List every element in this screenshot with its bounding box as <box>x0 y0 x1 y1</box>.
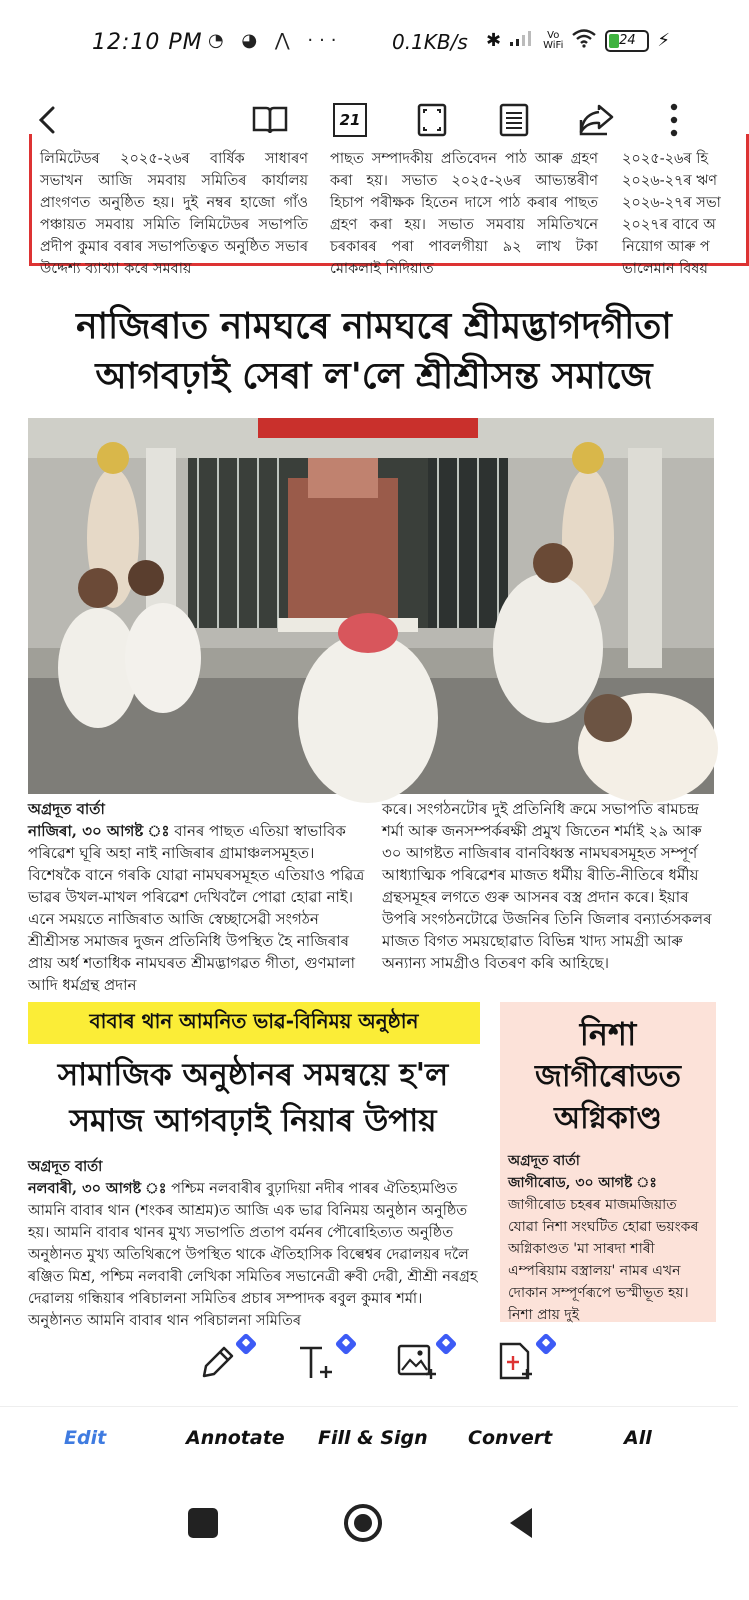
kicker-banner: বাবাৰ থান আমনিত ভাৱ-বিনিময় অনুষ্ঠান <box>28 1002 480 1044</box>
home-dot <box>354 1514 372 1532</box>
add-image-tool-button[interactable] <box>396 1340 452 1392</box>
headline-2-line-1: সামাজিক অনুষ্ঠানৰ সমন্বয়ে হ'ল <box>57 1057 449 1093</box>
status-right-icons <box>486 28 670 53</box>
pdf-page-viewport[interactable] <box>0 151 738 1340</box>
edit-text-tool-button[interactable] <box>196 1340 252 1392</box>
system-navigation-bar <box>0 1478 738 1600</box>
add-image-icon <box>396 1340 436 1384</box>
premium-gem-icon <box>235 1333 258 1356</box>
status-time: 12:10 PM <box>92 30 203 55</box>
article-photo <box>28 418 714 794</box>
page-number: 21 <box>339 111 361 129</box>
side-headline-3: অগ্নিকাণ্ড <box>554 1101 662 1136</box>
side-dateline: জাগীৰোড, ৩০ আগষ্ট ঃ <box>508 1175 657 1191</box>
top-article-col-1: লিমিটেডৰ ২০২৫-২৬ৰ বাৰ্ষিক সাধাৰণ সভাখন আজি সমবায় সমিতিৰ কাৰ্যালয় প্ৰাংগণত অনুষ্ঠিত হয়। দুই নম্বৰ হাজো গাঁও পঞ্চায়ত সমবায় সমিতি লিমিটেডৰ সভাপতি প্ৰদীপ কুমাৰ বৰাৰ সভাপতিত্বত অনুষ্ঠিত সভাৰ উদ্দেশ্য ব্যাখ্যা কৰে সমবায় <box>40 151 308 277</box>
premium-gem-icon <box>435 1333 458 1356</box>
page-number-icon <box>333 103 367 137</box>
side-headline-2: জাগীৰোডত <box>534 1059 682 1094</box>
fullscreen-icon <box>416 102 448 138</box>
headline-1-line-2: আগবঢ়াই সেৰা ল'লে শ্ৰীশ্ৰীসন্ত সমাজে <box>95 356 653 397</box>
tab-annotate[interactable]: Annotate <box>186 1427 285 1449</box>
wifi-icon <box>571 28 597 53</box>
book-icon <box>251 104 289 136</box>
side-source: অগ্ৰদূত বাৰ্তা <box>508 1153 580 1169</box>
back-nav-icon[interactable] <box>506 1506 536 1540</box>
premium-gem-icon <box>535 1333 558 1356</box>
pdf-edit-icon <box>496 1340 536 1384</box>
tab-edit[interactable]: Edit <box>64 1427 107 1449</box>
signal-icon <box>509 29 535 52</box>
article-2-body <box>28 1156 480 1329</box>
share-icon <box>577 102 615 138</box>
side-headline-1: নিশা <box>579 1015 637 1053</box>
add-text-tool-button[interactable] <box>296 1340 352 1392</box>
tab-convert[interactable]: Convert <box>468 1427 553 1449</box>
add-text-icon <box>296 1340 336 1384</box>
headline-2-line-2: সমাজ আগবঢ়াই নিয়াৰ উপায় <box>69 1103 437 1139</box>
premium-gem-icon <box>335 1333 358 1356</box>
pencil-icon <box>196 1340 236 1384</box>
article-2-source: অগ্ৰদূত বাৰ্তা <box>28 1158 103 1175</box>
vowifi-icon: Vo WiFi <box>543 29 564 51</box>
article-1-source: অগ্ৰদূত বাৰ্তা <box>28 800 105 818</box>
pdf-edit-tool-button[interactable] <box>496 1340 552 1392</box>
edit-tools-row <box>0 1330 738 1406</box>
headline-1-line-1: নাজিৰাত নামঘৰে নামঘৰে শ্ৰীমদ্ভাগদগীতা <box>76 306 672 347</box>
article-1-col-1 <box>28 798 368 994</box>
side-text: জাগীৰোড চহৰৰ মাজমজিয়াত যোৱা নিশা সংঘটিত হোৱা ভয়ংকৰ অগ্নিকাণ্ডত 'মা সাৰদা শাৰী এম্পৰিয়াম বস্ত্ৰালয়' নামৰ এখন দোকান সম্পূৰ্ণৰূপে ভস্মীভূত হয়। নিশা প্ৰায় দুই <box>508 1197 699 1323</box>
bottom-tab-bar <box>0 1406 738 1478</box>
tab-fill-sign[interactable]: Fill & Sign <box>318 1427 428 1449</box>
back-icon <box>35 105 61 135</box>
charging-icon: ⚡ <box>657 30 670 51</box>
side-article-box <box>500 1002 716 1322</box>
temple-photo-illustration <box>28 418 714 794</box>
home-button-icon[interactable] <box>344 1504 382 1542</box>
more-icon <box>669 102 679 138</box>
article-1-dateline: নাজিৰা, ৩০ আগষ্ট ঃ <box>28 822 170 840</box>
status-bar <box>0 0 738 88</box>
article-1-text-1: বানৰ পাছত এতিয়া স্বাভাবিক পৰিৱেশ ঘূৰি অহা নাই নাজিৰাৰ গ্ৰামাঞ্চলসমূহত। বিশেষকৈ বানে গৰকি যোৱা নামঘৰসমূহত এতিয়াও পৱিত্ৰ ভাৱৰ উখল-মাখল পৰিৱেশ দেখিবলৈ পোৱা হোৱা নাই। এনে সময়তে নাজিৰাত আজি স্বেচ্ছাসেৱী সংগঠন শ্ৰীশ্ৰীসন্ত সমাজৰ দুজন প্ৰতিনিধি উপস্থিত হৈ নাজিৰাৰ প্ৰায় অৰ্ধ শতাধিক নামঘৰত শ্ৰীমদ্ভাগৱত গীতা, গুণমালা আদি ধৰ্মগ্ৰন্থ প্ৰদান <box>28 822 365 994</box>
article-2-text: পশ্চিম নলবাৰীৰ বুঢ়াদিয়া নদীৰ পাৰৰ ঐতিহ্যমণ্ডিত আমনি বাবাৰ থান (শংকৰ আশ্ৰম)ত আজি এক ভাৱ বিনিময় অনুষ্ঠান অনুষ্ঠিত হয়। আমনি বাবাৰ থানৰ মুখ্য সভাপতি প্ৰতাপ বৰ্মনৰ পৌৰোহিত্যত অনুষ্ঠিত অনুষ্ঠানত মুখ্য অতিথিৰূপে উপস্থিত থাকে ঐতিহাসিক বিল্বেশ্বৰ দেৱালয়ৰ দলৈ ৰঞ্জিত মিশ্ৰ, পশ্চিম নলবাৰী লেখিকা সমিতিৰ সভানেত্ৰী ৰুবী দেৱী, শ্ৰীশ্ৰী নৰগ্ৰহ দেৱালয় গন্ধিয়াৰ পৰিচালনা সমিতিৰ প্ৰচাৰ সম্পাদক ৰবুল কুমাৰ শৰ্মা। অনুষ্ঠানত আমনি বাবাৰ থান পৰিচালনা সমিতিৰ <box>28 1181 478 1329</box>
network-speed: 0.1KB/s <box>392 30 468 54</box>
notification-icons: ◔ ◕ ⋀ ··· <box>208 30 343 51</box>
bluetooth-icon: ✱ <box>486 30 502 51</box>
article-2-dateline: নলবাৰী, ৩০ আগষ্ট ঃ <box>28 1180 167 1197</box>
top-article-col-2: পাছত সম্পাদকীয় প্ৰতিবেদন পাঠ আৰু গ্ৰহণ কৰা হয়। সভাত ২০২৫-২৬ৰ আভ্যন্তৰীণ হিচাপ পৰীক্ষক হিতেন দাসে পাঠ কৰাৰ পাছত গ্ৰহণ কৰা হয়। সভাত সমবায় সমিতিখনে চৰকাৰৰ পৰা পাবলগীয়া ৯২ লাখ টকা মোকলাই নিদিয়াত <box>330 151 598 277</box>
battery-icon: 24 <box>605 30 649 52</box>
article-1-col-2: কৰে। সংগঠনটোৰ দুই প্ৰতিনিধি ক্ৰমে সভাপতি ৰামচন্দ্ৰ শৰ্মা আৰু জনসম্পৰ্কৰক্ষী প্ৰমুখ জিতেন শৰ্মাই ২৯ আৰু ৩০ আগষ্টত নাজিৰাৰ বানবিধ্বস্ত নামঘৰসমূহত সম্পূৰ্ণ আধ্যাত্মিক পৰিৱেশৰ মাজত ধৰ্মীয় ৰীতি-নীতিৰে ধৰ্মীয় গ্ৰন্থসমূহৰ লগতে গুৰু আসনৰ বস্ত্ৰ প্ৰদান কৰে। ইয়াৰ উপৰি সংগঠনটোৱে উজনিৰ তিনি জিলাৰ বন্যাৰ্তসকলৰ মাজত বিগত সময়ছোৱাত বিভিন্ন খাদ্য সামগ্ৰী আৰু অন্যান্য সামগ্ৰীও বিতৰণ কৰি আহিছে। <box>382 800 712 972</box>
side-article-body <box>508 1150 708 1326</box>
reader-mode-icon <box>498 102 530 138</box>
recent-apps-icon[interactable] <box>188 1508 218 1538</box>
top-article-col-3: ২০২৫-২৬ৰ হি ২০২৬-২৭ৰ ঋণ ২০২৬-২৭ৰ সভা ২০২৭ৰ বাবে অ নিয়োগ আৰু প ভালেমান বিষয় <box>622 151 721 277</box>
tab-all[interactable]: All <box>624 1427 652 1449</box>
